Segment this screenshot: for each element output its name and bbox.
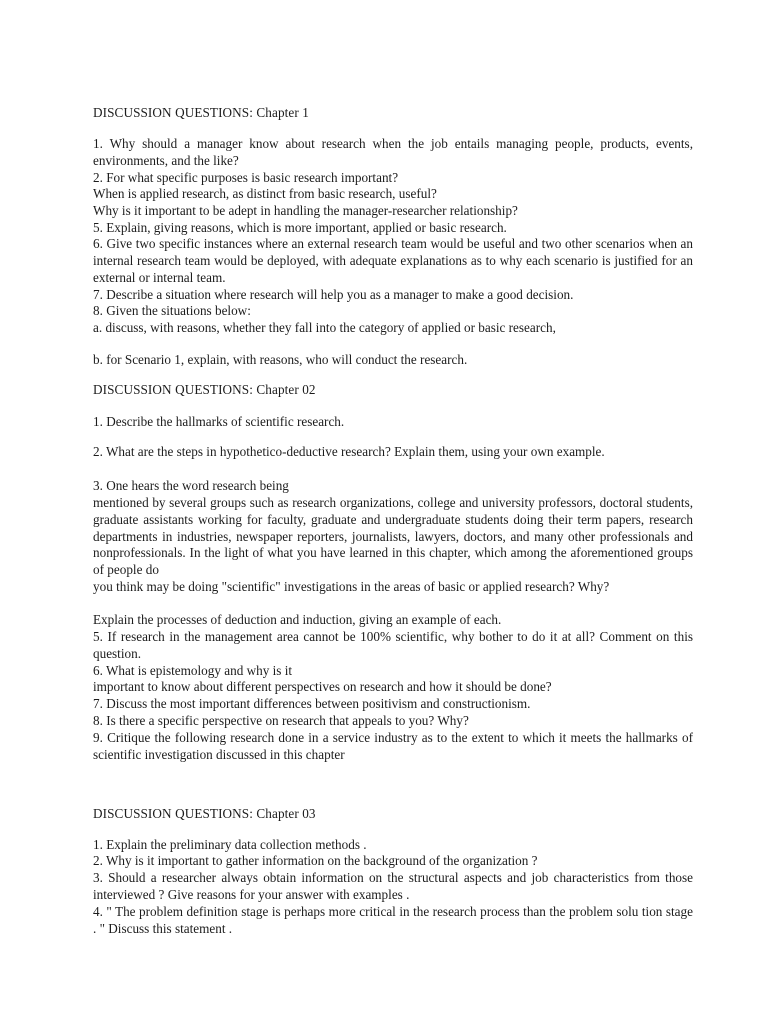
- chapter-2-question-3-end: you think may be doing "scientific" investigations in the areas of basic or applied research? Why?: [93, 579, 610, 594]
- chapter-3-question-3: 3. Should a researcher always obtain information on the structural aspects and job characteristics from those interviewed ? Give reasons for your answer with examples .: [93, 870, 693, 902]
- chapter-1-question-5: 5. Explain, giving reasons, which is more important, applied or basic research.: [93, 220, 507, 235]
- chapter-1-question-8b: b. for Scenario 1, explain, with reasons, who will conduct the research.: [93, 352, 468, 367]
- chapter-3-question-2: 2. Why is it important to gather information on the background of the organization ?: [93, 853, 538, 868]
- chapter-1-question-3: When is applied research, as distinct from basic research, useful?: [93, 186, 437, 201]
- chapter-2-question-6-cont: important to know about different perspectives on research and how it should be done?: [93, 679, 552, 694]
- chapter-2-heading: DISCUSSION QUESTIONS: Chapter 02: [93, 382, 316, 397]
- chapter-1-question-1: 1. Why should a manager know about research when the job entails managing people, products, events, environments, and the like?: [93, 136, 693, 168]
- chapter-1-question-2: 2. For what specific purposes is basic research important?: [93, 170, 399, 185]
- chapter-1-question-6: 6. Give two specific instances where an external research team would be useful and two other scenarios when an internal research team would be deployed, with adequate explanations as to why each scenario is justified for an external or internal team.: [93, 236, 693, 285]
- chapter-1-question-4: Why is it important to be adept in handling the manager-researcher relationship?: [93, 203, 518, 218]
- chapter-3-question-4: 4. " The problem definition stage is perhaps more critical in the research process than the problem solu tion stage . " Discuss this statement .: [93, 904, 693, 936]
- chapter-3-question-1: 1. Explain the preliminary data collection methods .: [93, 837, 367, 852]
- chapter-2-question-8: 8. Is there a specific perspective on research that appeals to you? Why?: [93, 713, 469, 728]
- chapter-2-question-5: 5. If research in the management area cannot be 100% scientific, why bother to do it at all? Comment on this question.: [93, 629, 693, 661]
- chapter-1-heading: DISCUSSION QUESTIONS: Chapter 1: [93, 105, 309, 120]
- chapter-2-question-2: 2. What are the steps in hypothetico-deductive research? Explain them, using your own example.: [93, 444, 605, 459]
- chapter-2-question-6: 6. What is epistemology and why is it: [93, 663, 293, 678]
- chapter-2-question-3-body: mentioned by several groups such as research organizations, college and university professors, doctoral students, graduate assistants working for faculty, graduate and undergraduate students doing their term papers, research departments in industries, newspaper reporters, journalists, lawyers, doctors, and many other professionals and nonprofessionals. In the light of what you have learned in this chapter, which among the aforementioned groups of people do: [93, 495, 693, 578]
- chapter-2-question-1: 1. Describe the hallmarks of scientific research.: [93, 414, 345, 429]
- chapter-2-question-9: 9. Critique the following research done in a service industry as to the extent to which it meets the hallmarks of scientific investigation discussed in this chapter: [93, 730, 693, 762]
- chapter-1-question-8: 8. Given the situations below:: [93, 303, 251, 318]
- chapter-1-question-8a: a. discuss, with reasons, whether they fall into the category of applied or basic research,: [93, 320, 556, 335]
- chapter-1-question-7: 7. Describe a situation where research will help you as a manager to make a good decision.: [93, 287, 574, 302]
- chapter-2-question-7: 7. Discuss the most important differences between positivism and constructionism.: [93, 696, 531, 711]
- chapter-3-heading: DISCUSSION QUESTIONS: Chapter 03: [93, 806, 316, 821]
- chapter-2-question-4: Explain the processes of deduction and induction, giving an example of each.: [93, 612, 502, 627]
- chapter-2-question-3: 3. One hears the word research being: [93, 478, 289, 493]
